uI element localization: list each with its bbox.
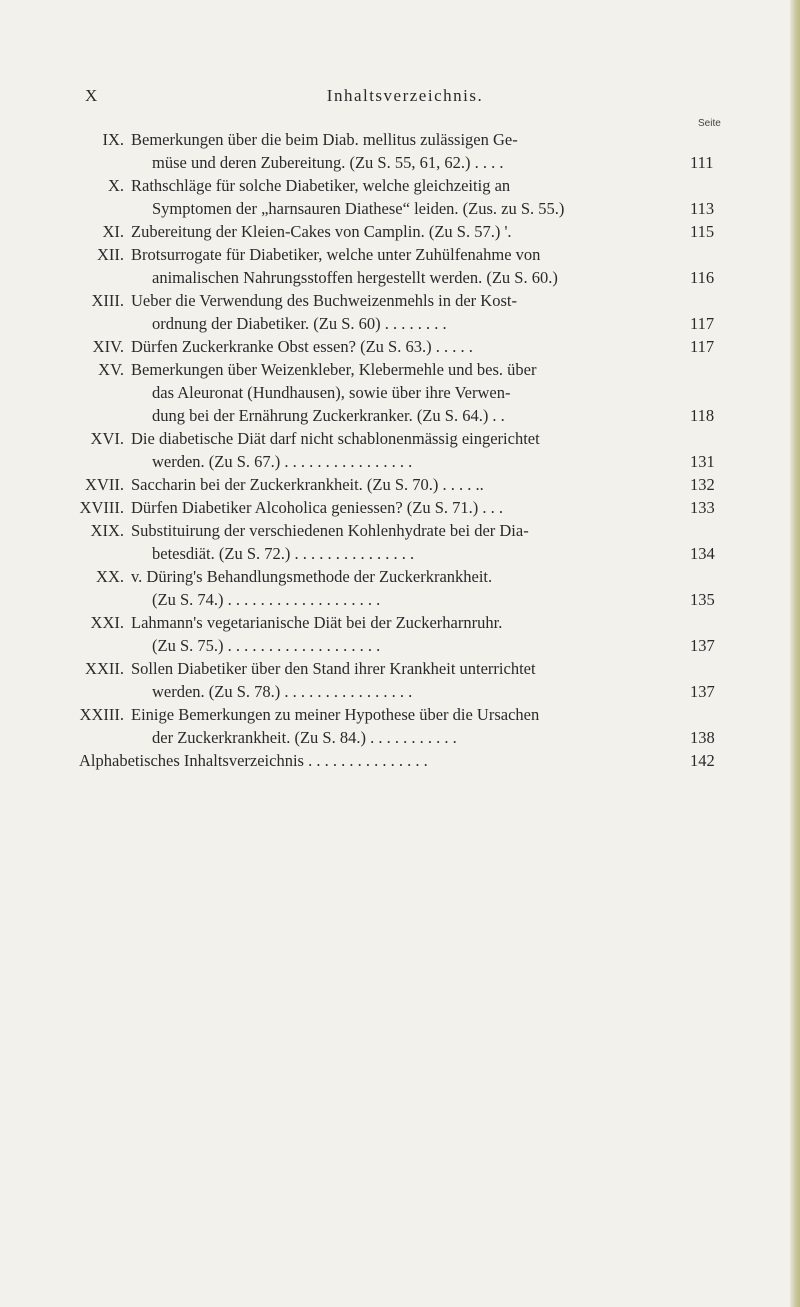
toc-entry-page: 137: [690, 636, 715, 655]
toc-entry-page: 118: [690, 406, 715, 425]
toc-entry-number: XII.: [96, 245, 124, 264]
toc-entry-body: [131, 335, 687, 358]
toc-entry: [0, 496, 800, 519]
toc-entry-line: Brotsurrogate für Diabetiker, welche unter Zuhülfenahme von: [131, 245, 541, 264]
toc-entry-page: 116: [690, 268, 715, 287]
toc-entry-page: 113: [690, 199, 715, 218]
toc-entry: [0, 565, 800, 611]
toc-entry-last-line: der Zuckerkrankheit. (Zu S. 84.) . . . . . . . . . . .: [152, 728, 457, 747]
toc-entry-number: XX.: [96, 567, 124, 586]
toc-entry-body: [131, 473, 687, 496]
toc-entry-body: [131, 128, 687, 174]
toc-entry-body: [131, 496, 687, 519]
toc-entry-page: 135: [690, 590, 715, 609]
toc-entry-page: 142: [690, 751, 715, 770]
toc-entry-body: [131, 611, 687, 657]
toc-entry-page: 134: [690, 544, 715, 563]
toc-entry-last-line: animalischen Nahrungsstoffen hergestellt werden. (Zu S. 60.): [152, 268, 558, 287]
toc-entry-last-line: Alphabetisches Inhaltsverzeichnis . . . . . . . . . . . . . . .: [79, 751, 428, 770]
toc-entry-number: XIII.: [91, 291, 124, 310]
toc-entry-line: Bemerkungen über die beim Diab. mellitus zulässigen Ge-: [131, 130, 518, 149]
toc-entry-line: Substituirung der verschiedenen Kohlenhydrate bei der Dia-: [131, 521, 529, 540]
toc-entry-last-line: Dürfen Diabetiker Alcoholica geniessen? (Zu S. 71.) . . .: [131, 498, 504, 517]
toc-entry-number: XXII.: [85, 659, 124, 678]
toc-entry-body: [131, 519, 687, 565]
toc-entry: [0, 473, 800, 496]
toc-entry: [0, 335, 800, 358]
toc-entry-number: XIV.: [92, 337, 124, 356]
toc-entry-last-line: ordnung der Diabetiker. (Zu S. 60) . . . . . . . .: [152, 314, 447, 333]
page-header: [85, 86, 725, 110]
toc-entry-line: Die diabetische Diät darf nicht schablonenmässig eingerichtet: [131, 429, 540, 448]
toc-entry-number: XV.: [98, 360, 124, 379]
toc-entry: [0, 611, 800, 657]
toc-entry: [0, 519, 800, 565]
toc-entry-page: 131: [690, 452, 715, 471]
toc-entry-body: [131, 565, 687, 611]
seite-label: Seite: [698, 118, 721, 129]
toc-entry-page: 117: [690, 314, 715, 333]
toc-entry: [0, 703, 800, 749]
toc-entry-page: 117: [690, 337, 715, 356]
toc-entry: [0, 657, 800, 703]
toc-entry-number: XIX.: [90, 521, 124, 540]
toc-entry-body: [131, 703, 687, 749]
toc-entry-last-line: (Zu S. 75.) . . . . . . . . . . . . . . . . . . .: [152, 636, 381, 655]
toc-entry-number: X.: [107, 176, 124, 195]
toc-entry-line: das Aleuronat (Hundhausen), sowie über ihre Verwen-: [152, 383, 511, 402]
toc-entry-number: IX.: [102, 130, 124, 149]
toc-entry-last-line: werden. (Zu S. 78.) . . . . . . . . . . . . . . . .: [152, 682, 413, 701]
toc-entry-body: [79, 749, 635, 772]
toc-entry-page: 111: [690, 153, 714, 172]
toc-entry-last-line: werden. (Zu S. 67.) . . . . . . . . . . . . . . . .: [152, 452, 413, 471]
toc-entry-last-line: Saccharin bei der Zuckerkrankheit. (Zu S. 70.) . . . . ..: [131, 475, 484, 494]
toc-entry-line: Einige Bemerkungen zu meiner Hypothese über die Ursachen: [131, 705, 540, 724]
toc-entry-last-line: betesdiät. (Zu S. 72.) . . . . . . . . . . . . . . .: [152, 544, 415, 563]
toc-entry-body: [131, 174, 687, 220]
toc-entry-line: v. Düring's Behandlungsmethode der Zuckerkrankheit.: [131, 567, 493, 586]
toc-entry-last-line: (Zu S. 74.) . . . . . . . . . . . . . . . . . . .: [152, 590, 381, 609]
toc-entry-body: [131, 289, 687, 335]
toc-entry-body: [131, 358, 687, 427]
toc-entry-last-line: Dürfen Zuckerkranke Obst essen? (Zu S. 63.) . . . . .: [131, 337, 473, 356]
toc-entry-alphabetical-index: [0, 749, 800, 772]
toc-entry: [0, 128, 800, 174]
toc-entry-number: XVII.: [85, 475, 124, 494]
toc-entry-line: Ueber die Verwendung des Buchweizenmehls in der Kost-: [131, 291, 517, 310]
toc-entry-last-line: Zubereitung der Kleien-Cakes von Camplin. (Zu S. 57.) '.: [131, 222, 512, 241]
toc-entry-body: [131, 220, 687, 243]
toc-entry-body: [131, 243, 687, 289]
toc-entry-last-line: Symptomen der „harnsauren Diathese“ leiden. (Zus. zu S. 55.): [152, 199, 565, 218]
toc-entry: [0, 243, 800, 289]
page-number: X: [85, 86, 98, 105]
toc-entry-line: Rathschläge für solche Diabetiker, welche gleichzeitig an: [131, 176, 511, 195]
toc-entry-page: 132: [690, 475, 715, 494]
toc-entry-number: XVI.: [90, 429, 124, 448]
toc-entry-line: Lahmann's vegetarianische Diät bei der Zuckerharnruhr.: [131, 613, 503, 632]
toc-entry: [0, 174, 800, 220]
table-of-contents: [0, 128, 800, 772]
toc-entry-number: XI.: [102, 222, 124, 241]
toc-entry-page: 138: [690, 728, 715, 747]
toc-entry-number: XVIII.: [79, 498, 124, 517]
toc-entry: [0, 220, 800, 243]
toc-entry-page: 133: [690, 498, 715, 517]
toc-entry-body: [131, 427, 687, 473]
page-title: Inhaltsverzeichnis.: [326, 86, 484, 105]
toc-entry-line: Bemerkungen über Weizenkleber, Klebermehle und bes. über: [131, 360, 537, 379]
toc-entry-line: Sollen Diabetiker über den Stand ihrer Krankheit unterrichtet: [131, 659, 536, 678]
toc-entry-number: XXIII.: [79, 705, 124, 724]
toc-entry-last-line: dung bei der Ernährung Zuckerkranker. (Zu S. 64.) . .: [152, 406, 505, 425]
toc-entry-number: XXI.: [90, 613, 124, 632]
toc-entry: [0, 358, 800, 427]
toc-entry-body: [131, 657, 687, 703]
toc-entry-page: 115: [690, 222, 715, 241]
toc-entry-last-line: müse und deren Zubereitung. (Zu S. 55, 61, 62.) . . . .: [152, 153, 504, 172]
toc-entry: [0, 289, 800, 335]
toc-entry: [0, 427, 800, 473]
toc-entry-page: 137: [690, 682, 715, 701]
